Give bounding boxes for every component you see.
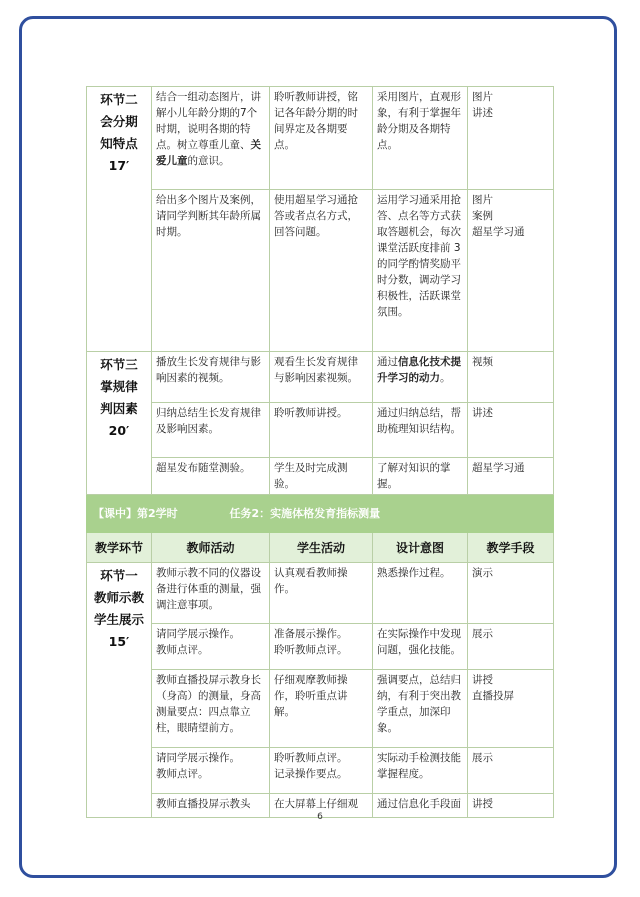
- table-row: [87, 403, 554, 458]
- link-line: 知特点: [100, 136, 138, 151]
- student-activity: 聆听教师讲授。: [270, 403, 373, 458]
- design-intent: 实际动手检测技能掌握程度。: [373, 748, 468, 794]
- design-intent: 采用图片，直观形象，有利于掌握年龄分期及各期特点。: [373, 87, 468, 190]
- teacher-activity: 教师直播投屏示教身长（身高）的测量，身高测量要点：四点靠立柱，眼睛望前方。: [152, 670, 270, 748]
- link-line: 会分期: [100, 114, 138, 129]
- design-intent: 在实际操作中发现问题，强化技能。: [373, 624, 468, 670]
- header-design-intent: 设计意图: [373, 533, 468, 563]
- table-header-row: [87, 533, 554, 563]
- teaching-means: 图片 讲述: [468, 87, 554, 190]
- link-line: 掌规律: [100, 379, 138, 394]
- table-row: [87, 670, 554, 748]
- table-row: [87, 563, 554, 624]
- link-line: 环节一: [100, 568, 138, 583]
- header-student-activity: 学生活动: [270, 533, 373, 563]
- task-title: 任务2：实施体格发育指标测量: [229, 506, 381, 520]
- teacher-activity: 请同学展示操作。 教师点评。: [152, 624, 270, 670]
- teacher-activity: 请同学展示操作。 教师点评。: [152, 748, 270, 794]
- student-activity: 聆听教师点评。 记录操作要点。: [270, 748, 373, 794]
- teaching-means: 超星学习通: [468, 458, 554, 495]
- student-activity: 使用超星学习通抢答或者点名方式，回答问题。: [270, 190, 373, 352]
- teaching-means: 展示: [468, 748, 554, 794]
- lesson-period-label: 【课中】第2学时: [93, 506, 178, 520]
- table-row: [87, 624, 554, 670]
- link-cell-stage-3: [87, 352, 152, 495]
- teacher-activity: 归纳总结生长发育规律及影响因素。: [152, 403, 270, 458]
- student-activity: 学生及时完成测验。: [270, 458, 373, 495]
- teaching-means: 讲授: [468, 794, 554, 818]
- teaching-means: 讲授 直播投屏: [468, 670, 554, 748]
- header-teaching-link: 教学环节: [87, 533, 152, 563]
- design-intent: 通过信息化技术提升学习的动力。: [373, 352, 468, 403]
- teacher-activity: 教师示教不同的仪器设备进行体重的测量，强调注意事项。: [152, 563, 270, 624]
- teaching-means: 演示: [468, 563, 554, 624]
- header-teaching-means: 教学手段: [468, 533, 554, 563]
- link-line: 教师示教: [93, 590, 144, 605]
- teaching-means: 图片 案例 超星学习通: [468, 190, 554, 352]
- table-row: [87, 458, 554, 495]
- teaching-means: 展示: [468, 624, 554, 670]
- teacher-activity: 结合一组动态图片，讲解小儿年龄分期的7个时期，说明各期的特点。树立尊重儿童、关爱儿童的意识。: [152, 87, 270, 190]
- link-line: 学生展示: [93, 612, 144, 627]
- link-line: 判因素: [100, 401, 138, 416]
- student-activity: 准备展示操作。 聆听教师点评。: [270, 624, 373, 670]
- design-intent: 通过归纳总结，帮助梳理知识结构。: [373, 403, 468, 458]
- student-activity: 认真观看教师操作。: [270, 563, 373, 624]
- teacher-activity: 教师直播投屏示教头: [152, 794, 270, 818]
- design-intent: 强调要点，总结归纳，有利于突出教学重点，加深印象。: [373, 670, 468, 748]
- teacher-activity: 给出多个图片及案例，请同学判断其年龄所属时期。: [152, 190, 270, 352]
- link-line: 环节三: [100, 357, 138, 372]
- table-row: [87, 748, 554, 794]
- teacher-activity: 播放生长发育规律与影响因素的视频。: [152, 352, 270, 403]
- design-intent: 运用学习通采用抢答、点名等方式获取答题机会，每次课堂活跃度排前 3 的同学酌情奖励平时分数，调动学习积极性，活跃课堂氛围。: [373, 190, 468, 352]
- page-number: 6: [317, 812, 323, 822]
- header-teacher-activity: 教师活动: [152, 533, 270, 563]
- link-cell-stage-2: [87, 87, 152, 352]
- link-cell-stage-1: [87, 563, 152, 818]
- table-row: [87, 352, 554, 403]
- link-line: 20′: [108, 423, 130, 438]
- teacher-activity: 超星发布随堂测验。: [152, 458, 270, 495]
- link-line: 17′: [108, 158, 130, 173]
- student-activity: 仔细观摩教师操作，聆听重点讲解。: [270, 670, 373, 748]
- student-activity: 在大屏幕上仔细观: [270, 794, 373, 818]
- lesson-plan-table: [86, 86, 554, 818]
- link-line: 环节二: [100, 92, 138, 107]
- teaching-means: 讲述: [468, 403, 554, 458]
- table-row: [87, 190, 554, 352]
- table-row: [87, 87, 554, 190]
- student-activity: 聆听教师讲授，铭记各年龄分期的时间界定及各期要点。: [270, 87, 373, 190]
- student-activity: 观看生长发育规律与影响因素视频。: [270, 352, 373, 403]
- teaching-means: 视频: [468, 352, 554, 403]
- design-intent: 通过信息化手段面: [373, 794, 468, 818]
- task-bar: [87, 495, 554, 533]
- design-intent: 了解对知识的掌握。: [373, 458, 468, 495]
- design-intent: 熟悉操作过程。: [373, 563, 468, 624]
- link-line: 15′: [108, 634, 130, 649]
